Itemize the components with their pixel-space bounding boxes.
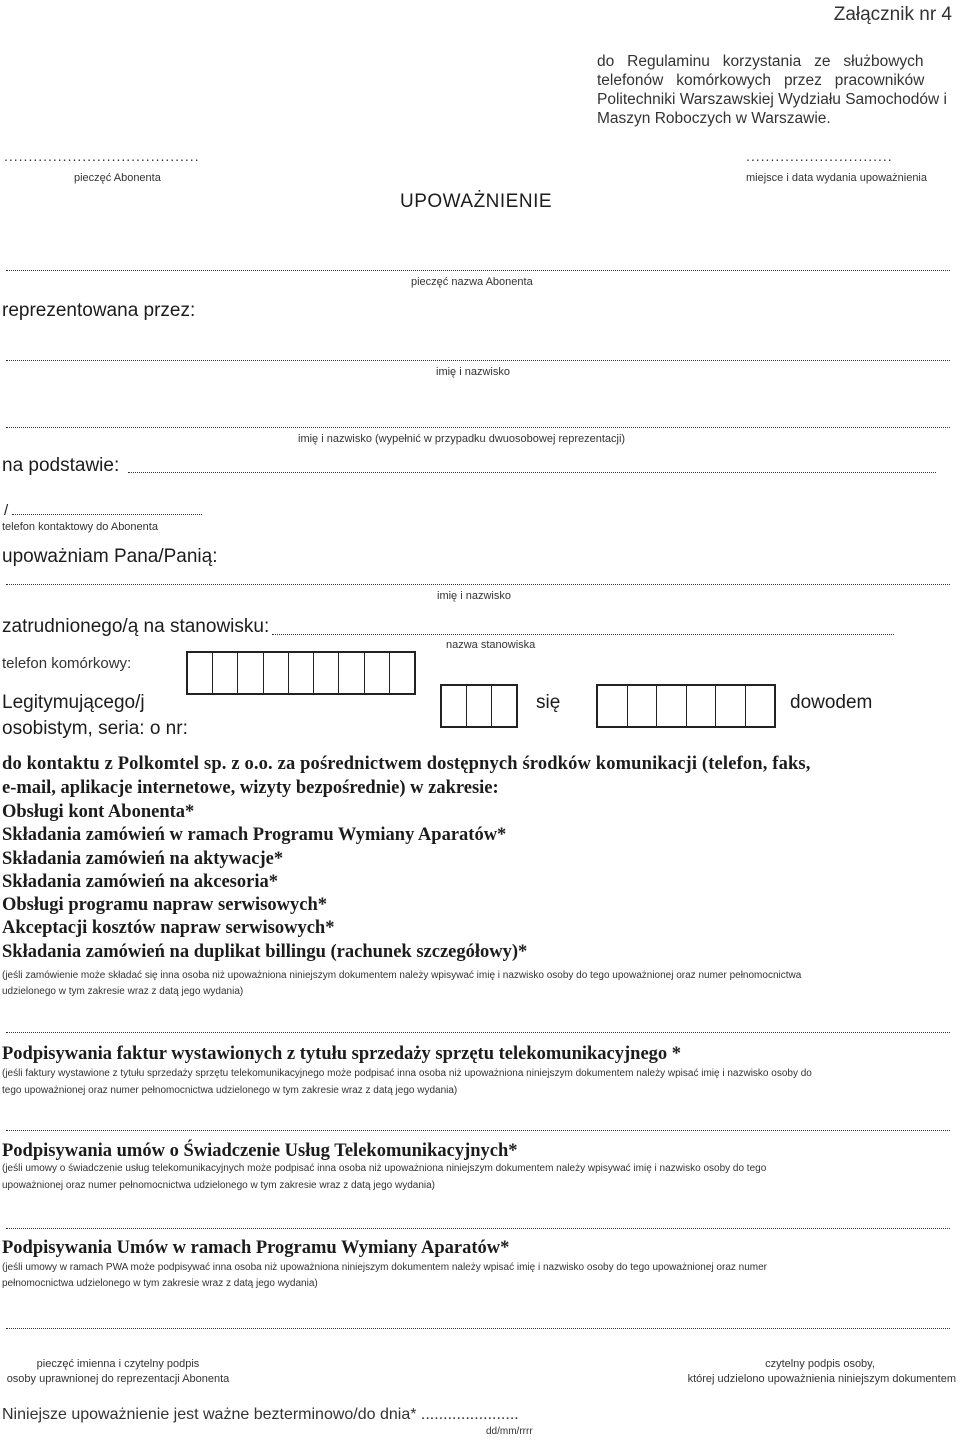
- stamp-name-label: pieczęć nazwa Abonenta: [411, 276, 533, 288]
- name-label-1: imię i nazwisko: [436, 366, 510, 378]
- scope-note-line1: (jeśli zamówienie może składać się inna osoba niż upoważniona niniejszym dokumentem należy wpisywać imię i nazwisko osoby do tego upoważnionej oraz numer pełnomocnictwa: [2, 970, 802, 981]
- regulation-reference: [597, 52, 957, 128]
- section2-note-line2: upoważnionej oraz numer pełnomocnictwa udzielonego w tym zakresie wraz z datą jego wydania): [2, 1180, 436, 1191]
- stamp-name-line[interactable]: [6, 270, 950, 271]
- phone-contact-line[interactable]: [12, 514, 202, 515]
- position-label: nazwa stanowiska: [446, 639, 536, 651]
- signature-right-line2: której udzielono upoważnienia niniejszym dokumentem: [687, 1373, 956, 1385]
- scope-items-list: [2, 801, 527, 964]
- position-line[interactable]: [272, 634, 894, 635]
- phone-slash: /: [4, 502, 9, 519]
- attachment-label: Załącznik nr 4: [833, 4, 952, 25]
- section1-line[interactable]: [6, 1032, 950, 1033]
- id-series-boxes[interactable]: [440, 684, 518, 728]
- regulation-line: Maszyn Roboczych w Warszawie.: [597, 110, 831, 127]
- scope-item: Składania zamówień na duplikat billingu (rachunek szczegółowy)*: [2, 941, 528, 962]
- stamp-left-dots: ........................................: [4, 148, 200, 164]
- name-line-1[interactable]: [6, 360, 950, 361]
- scope-item: Obsługi programu napraw serwisowych*: [2, 895, 327, 916]
- signature-left-line2: osoby uprawnionej do reprezentacji Abonenta: [6, 1373, 230, 1385]
- legitimizing-line1: Legitymującego/j: [2, 692, 145, 713]
- section1-note-line1: (jeśli faktury wystawione z tytułu sprzedaży sprzętu telekomunikacyjnego może podpisać inna osoba niż upoważniona niniejszym dokumentem należy wpisać imię i nazwisko osoby do: [2, 1068, 812, 1079]
- authorize-label: upoważniam Pana/Panią:: [2, 546, 218, 567]
- validity-statement: Niniejsze upoważnienie jest ważne bezterminowo/do dnia* ......................: [2, 1406, 519, 1423]
- regulation-line: telefonów komórkowych przez pracowników: [597, 72, 925, 89]
- section2-title: Podpisywania umów o Świadczenie Usług Telekomunikacyjnych*: [2, 1141, 518, 1161]
- signature-right-line1: czytelny podpis osoby,: [765, 1358, 875, 1370]
- id-number-boxes[interactable]: [596, 684, 776, 728]
- phone-contact-label: telefon kontaktowy do Abonenta: [2, 521, 158, 533]
- scope-item: Składania zamówień w ramach Programu Wymiany Aparatów*: [2, 825, 507, 846]
- name-line-3[interactable]: [6, 584, 950, 585]
- scope-item: Obsługi kont Abonenta*: [2, 802, 195, 822]
- section1-note-line2: tego upoważnionej oraz numer pełnomocnictwa udzielonego w tym zakresie wraz z datą jego wydania): [2, 1085, 458, 1096]
- regulation-line: Politechniki Warszawskiej Wydziału Samochodów i: [597, 91, 947, 108]
- scope-note-line2: udzielonego w tym zakresie wraz z datą jego wydania): [2, 986, 244, 997]
- regulation-line: do Regulaminu korzystania ze służbowych: [597, 53, 924, 70]
- scope-intro-line1: do kontaktu z Polkomtel sp. z o.o. za pośrednictwem dostępnych środków komunikacji (telefon, faks,: [2, 754, 811, 774]
- basis-label: na podstawie:: [2, 455, 120, 476]
- place-date-dots: ..............................: [746, 148, 893, 164]
- scope-item: Składania zamówień na akcesoria*: [2, 871, 278, 892]
- section1-title: Podpisywania faktur wystawionych z tytułu sprzedaży sprzętu telekomunikacyjnego *: [2, 1044, 682, 1064]
- section3-note-line1: (jeśli umowy w ramach PWA może podpisywać inna osoba niż upoważniona niniejszym dokumentem należy wpisać imię i nazwisko osoby do tego upoważnionej oraz numer: [2, 1262, 767, 1273]
- stamp-left-label: pieczęć Abonenta: [74, 172, 161, 184]
- scope-item: Akceptacji kosztów napraw serwisowych*: [2, 918, 335, 939]
- signature-left-line1: pieczęć imienna i czytelny podpis: [36, 1358, 200, 1370]
- mobile-label: telefon komórkowy:: [2, 655, 132, 672]
- represented-by-label: reprezentowana przez:: [2, 300, 196, 321]
- scope-item: Składania zamówień na aktywacje*: [2, 848, 284, 869]
- employed-as-label: zatrudnionego/ą na stanowisku:: [2, 616, 270, 637]
- name-line-2[interactable]: [6, 427, 950, 428]
- section3-title: Podpisywania Umów w ramach Programu Wymiany Aparatów*: [2, 1238, 510, 1258]
- section3-note-line2: pełnomocnictwa udzielonego w tym zakresie wraz z datą jego wydania): [2, 1278, 318, 1289]
- name-label-2: imię i nazwisko (wypełnić w przypadku dwuosobowej reprezentacji): [298, 433, 626, 445]
- date-format-label: dd/mm/rrrr: [486, 1426, 533, 1437]
- legitimizing-line2: osobistym, seria: o nr:: [2, 718, 188, 739]
- scope-intro-line2: e-mail, aplikacje internetowe, wizyty bezpośrednie) w zakresie:: [2, 778, 499, 798]
- basis-line[interactable]: [128, 472, 936, 473]
- signature-line[interactable]: [6, 1328, 950, 1329]
- place-date-label: miejsce i data wydania upoważnienia: [746, 172, 927, 184]
- section3-line[interactable]: [6, 1228, 950, 1229]
- document-title: UPOWAŻNIENIE: [400, 191, 553, 212]
- dowodem-label: dowodem: [790, 692, 873, 713]
- section2-note-line1: (jeśli umowy o świadczenie usług telekomunikacyjnych może podpisać inna osoba niż upoważniona niniejszym dokumentem należy wpisywać imię i nazwisko osoby do tego: [2, 1163, 767, 1174]
- sie-label: się: [536, 692, 561, 713]
- mobile-number-boxes[interactable]: [186, 651, 416, 695]
- name-label-3: imię i nazwisko: [437, 590, 511, 602]
- section2-line[interactable]: [6, 1130, 950, 1131]
